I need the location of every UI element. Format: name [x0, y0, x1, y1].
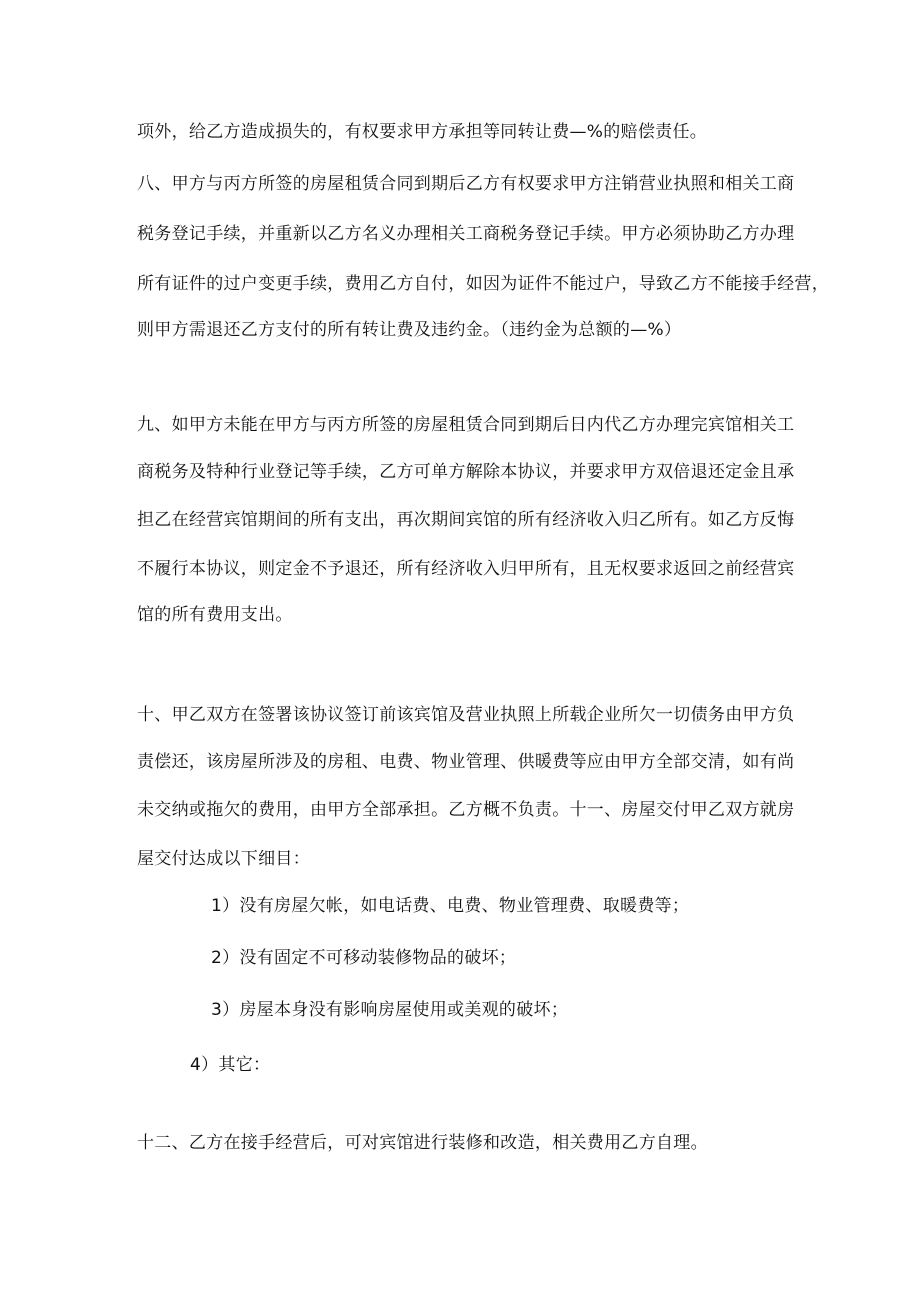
paragraph-line: 项外，给乙方造成损失的，有权要求甲方承担等同转让费—%的赔偿责任。: [137, 122, 708, 142]
list-item: 2）没有固定不可移动装修物品的破坏；: [211, 948, 517, 968]
paragraph-line: 十、甲乙双方在签署该协议签订前该宾馆及营业执照上所载企业所欠一切债务由甲方负: [137, 705, 795, 725]
paragraph-line: 则甲方需退还乙方支付的所有转让费及违约金。（违约金为总额的—%）: [137, 320, 682, 340]
paragraph-line: 馆的所有费用支出。: [137, 605, 293, 625]
paragraph-line: 九、如甲方未能在甲方与丙方所签的房屋租赁合同到期后日内代乙方办理完宾馆相关工: [137, 415, 795, 435]
list-item: 4）其它：: [190, 1055, 271, 1075]
list-item: 3）房屋本身没有影响房屋使用或美观的破坏；: [211, 1000, 569, 1020]
paragraph-line: 担乙在经营宾馆期间的所有支出，再次期间宾馆的所有经济收入归乙所有。如乙方反悔: [137, 510, 795, 530]
paragraph-line: 税务登记手续，并重新以乙方名义办理相关工商税务登记手续。甲方必须协助乙方办理: [137, 224, 795, 244]
paragraph-line: 所有证件的过户变更手续，费用乙方自付，如因为证件不能过户，导致乙方不能接手经营，: [137, 274, 829, 294]
paragraph-line: 责偿还，该房屋所涉及的房租、电费、物业管理、供暖费等应由甲方全部交清，如有尚: [137, 752, 795, 772]
paragraph-line: 不履行本协议，则定金不予退还，所有经济收入归甲所有，且无权要求返回之前经营宾: [137, 559, 795, 579]
paragraph-line: 八、甲方与丙方所签的房屋租赁合同到期后乙方有权要求甲方注销营业执照和相关工商: [137, 174, 795, 194]
paragraph-line: 商税务及特种行业登记等手续，乙方可单方解除本协议，并要求甲方双倍退还定金且承: [137, 462, 795, 482]
paragraph-line: 未交纳或拖欠的费用，由甲方全部承担。乙方概不负责。十一、房屋交付甲乙双方就房: [137, 800, 795, 820]
list-item: 1）没有房屋欠帐，如电话费、电费、物业管理费、取暖费等；: [211, 896, 690, 916]
paragraph-line: 屋交付达成以下细目：: [137, 849, 310, 869]
paragraph-line: 十二、乙方在接手经营后，可对宾馆进行装修和改造，相关费用乙方自理。: [137, 1133, 708, 1153]
